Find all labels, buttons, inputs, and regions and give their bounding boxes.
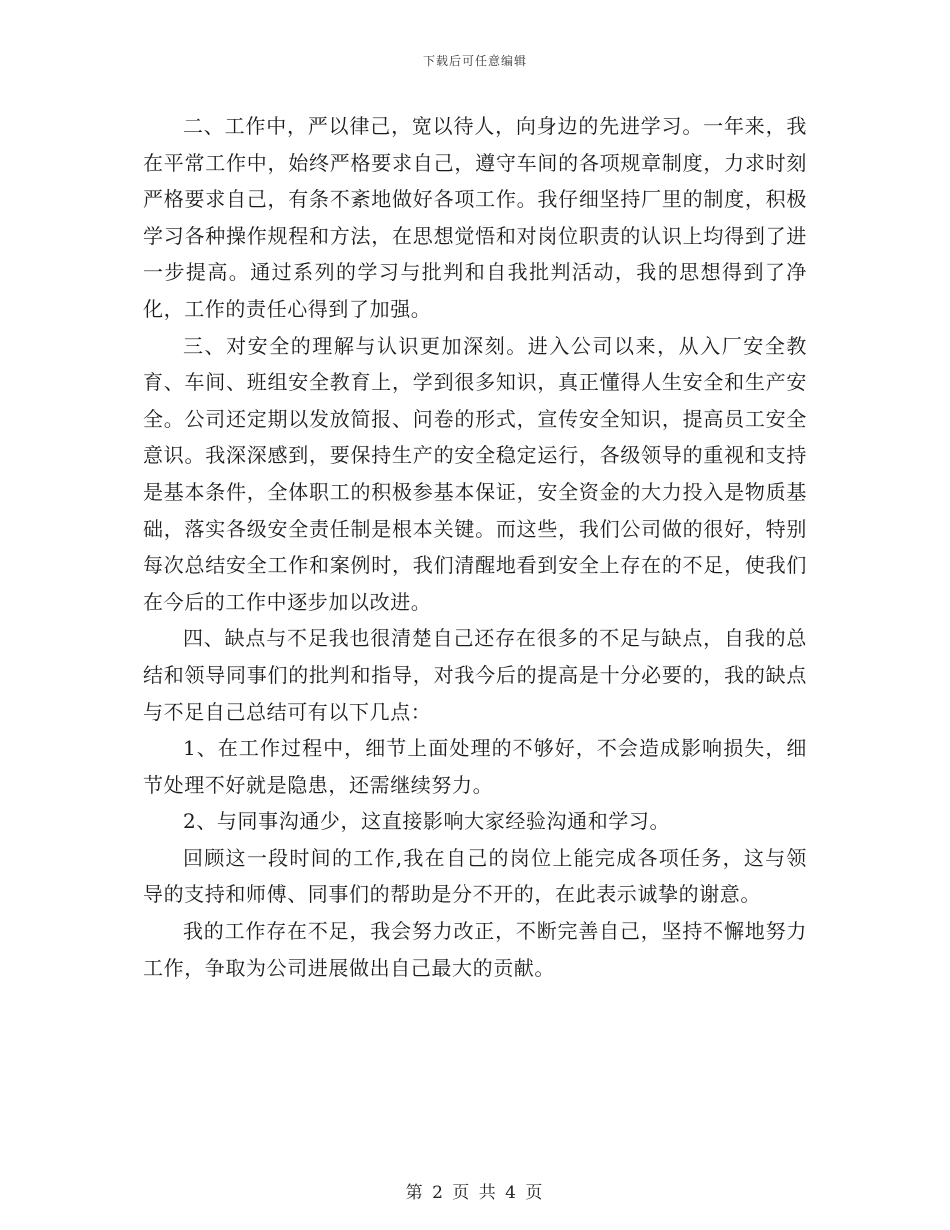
page-number: 第 2 页 共 4 页	[405, 1183, 545, 1203]
paragraph-safety-awareness: 三、对安全的理解与认识更加深刻。进入公司以来，从入厂安全教育、车间、班组安全教育上，学到很多知识，真正懂得人生安全和生产安全。公司还定期以发放简报、问卷的形式，宣传安全知识，提高员工安全意识。我深深感到，要保持生产的安全稳定运行，各级领导的重视和支持是基本条件，全体职工的积极参基本保证，安全资金的大力投入是物质基础，落实各级安全责任制是根本关键。而这些，我们公司做的很好，特别每次总结安全工作和案例时，我们清醒地看到安全上存在的不足，使我们在今后的工作中逐步加以改进。	[143, 333, 807, 614]
paragraph-shortcoming-2: 2、与同事沟通少，这直接影响大家经验沟通和学习。	[183, 809, 671, 834]
paragraph-shortcomings: 四、缺点与不足我也很清楚自己还存在很多的不足与缺点，自我的总结和领导同事们的批判和指导，对我今后的提高是十分必要的，我的缺点与不足自己总结可有以下几点：	[143, 626, 807, 724]
document-body	[143, 108, 807, 986]
paragraph-work-discipline: 二、工作中，严以律己，宽以待人，向身边的先进学习。一年来，我在平常工作中，始终严格要求自己，遵守车间的各项规章制度，力求时刻严格要求自己，有条不紊地做好各项工作。我仔细坚持厂里的制度，积极学习各种操作规程和方法，在思想觉悟和对岗位职责的认识上均得到了进一步提高。通过系列的学习与批判和自我批判活动，我的思想得到了净化，工作的责任心得到了加强。	[143, 114, 807, 321]
paragraph-conclusion: 我的工作存在不足，我会努力改正，不断完善自己，坚持不懈地努力工作，争取为公司进展做出自己最大的贡献。	[143, 919, 807, 980]
paragraph-shortcoming-1: 1、在工作过程中，细节上面处理的不够好，不会造成影响损失，细节处理不好就是隐患，还需继续努力。	[143, 736, 807, 797]
page-header-note: 下载后可任意编辑	[422, 54, 527, 68]
paragraph-review: 回顾这一段时间的工作,我在自己的岗位上能完成各项任务，这与领导的支持和师傅、同事们的帮助是分不开的，在此表示诚挚的谢意。	[143, 845, 807, 907]
